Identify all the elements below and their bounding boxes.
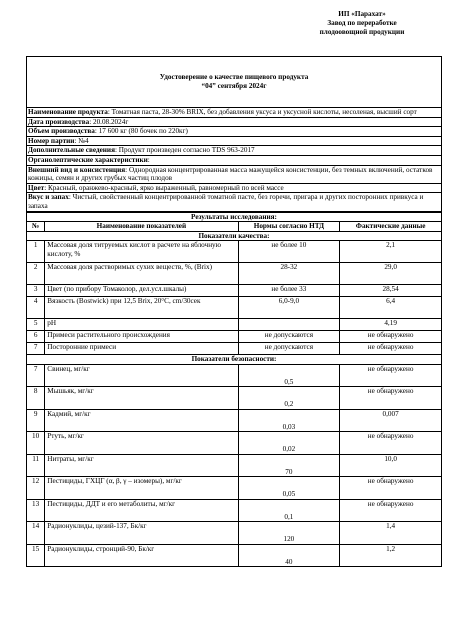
cell-fact: не обнаружено bbox=[340, 331, 442, 343]
cell-fact: 29,0 bbox=[340, 263, 442, 285]
cell-fact: не обнаружено bbox=[340, 499, 442, 522]
certificate-title-cell bbox=[27, 57, 442, 108]
cell-name: Кадмий, мг/кг bbox=[45, 409, 238, 432]
table-row bbox=[27, 499, 442, 522]
safety-rows bbox=[27, 364, 442, 567]
table-row bbox=[27, 454, 442, 477]
batch-label: Номер партии bbox=[28, 136, 75, 145]
quality-rows bbox=[27, 241, 442, 355]
table-row bbox=[27, 409, 442, 432]
product-name-label: Наименование продукта bbox=[28, 108, 108, 116]
certificate-title: Удостоверение о качестве пищевого продукта bbox=[159, 73, 309, 82]
cell-name: Цвет (по прибору Томаколор, дел.усл.шкалы) bbox=[45, 285, 238, 297]
cell-norm: не более 10 bbox=[238, 241, 340, 263]
cell-no: 10 bbox=[27, 432, 45, 455]
cell-fact: 2,1 bbox=[340, 241, 442, 263]
cell-no: 12 bbox=[27, 477, 45, 500]
cell-norm: 120 bbox=[238, 522, 340, 545]
cell-norm: 28-32 bbox=[238, 263, 340, 285]
cell-norm: 0,5 bbox=[238, 364, 340, 387]
cell-norm: 0,03 bbox=[238, 409, 340, 432]
table-row bbox=[27, 331, 442, 343]
table-row bbox=[27, 263, 442, 285]
cell-norm: 40 bbox=[238, 544, 340, 567]
results-table bbox=[26, 212, 442, 568]
production-date-row bbox=[27, 117, 442, 127]
cell-norm: 0,02 bbox=[238, 432, 340, 455]
cell-no: 9 bbox=[27, 409, 45, 432]
taste-value: : Чистый, свойственный концентрированной томатной пасте, без горечи, пригара и других посторонних привкуса и запаха bbox=[28, 193, 424, 210]
cell-fact: не обнаружено bbox=[340, 387, 442, 410]
cell-fact: не обнаружено bbox=[340, 432, 442, 455]
extra-info-row bbox=[27, 146, 442, 156]
column-header-fact: Фактические данные bbox=[340, 222, 442, 232]
table-row bbox=[27, 432, 442, 455]
product-name-row bbox=[27, 108, 442, 118]
organoleptic-colon: : bbox=[147, 155, 150, 164]
table-row bbox=[27, 477, 442, 500]
volume-value: : 17 600 кг (80 бочек по 220кг) bbox=[94, 127, 188, 136]
volume-row bbox=[27, 127, 442, 137]
safety-section-header: Показатели безопасности: bbox=[27, 355, 442, 365]
company-name: ИП «Парахат» bbox=[338, 10, 386, 18]
cell-fact: 28,54 bbox=[340, 285, 442, 297]
production-date-value: : 20.08.2024г bbox=[89, 117, 129, 126]
cell-fact: не обнаружено bbox=[340, 343, 442, 355]
cell-no: 11 bbox=[27, 454, 45, 477]
batch-row bbox=[27, 136, 442, 146]
cell-name: Свинец, мг/кг bbox=[45, 364, 238, 387]
cell-norm bbox=[238, 319, 340, 331]
cell-norm: 70 bbox=[238, 454, 340, 477]
product-name-value: : Томатная паста, 28-30% BRIX, без добавления уксуса и уксусной кислоты, несоленая, высший сорт bbox=[107, 108, 417, 116]
batch-value: : №4 bbox=[74, 136, 89, 145]
cell-no: 1 bbox=[27, 241, 45, 263]
cell-fact: не обнаружено bbox=[340, 477, 442, 500]
color-value: : Красный, оранжево-красный, ярко выраженный, равномерный по всей массе bbox=[44, 183, 284, 192]
cell-name: Нитраты, мг/кг bbox=[45, 454, 238, 477]
company-header bbox=[282, 10, 442, 37]
cell-no: 6 bbox=[27, 331, 45, 343]
cell-fact: 6,4 bbox=[340, 297, 442, 319]
cell-no: 7 bbox=[27, 343, 45, 355]
certificate-document bbox=[26, 56, 442, 567]
certificate-date: “04” сентября 2024г bbox=[201, 82, 267, 90]
extra-info-label: Дополнительные сведения bbox=[28, 146, 115, 155]
cell-no: 3 bbox=[27, 285, 45, 297]
cell-name: Пестициды, ГХЦГ (α, β, γ – изомеры), мг/кг bbox=[45, 477, 238, 500]
organoleptic-row bbox=[27, 155, 442, 165]
cell-name: Массовая доля титруемых кислот в расчете на яблочную кислоту, % bbox=[45, 241, 238, 263]
column-header-no: № bbox=[27, 222, 45, 232]
cell-name: Ртуть, мг/кг bbox=[45, 432, 238, 455]
cell-fact: 4,19 bbox=[340, 319, 442, 331]
quality-section-header: Показатели качества: bbox=[27, 231, 442, 241]
certificate-info-table bbox=[26, 56, 442, 212]
cell-norm: 0,1 bbox=[238, 499, 340, 522]
color-label: Цвет bbox=[28, 183, 45, 192]
cell-name: Вязкость (Bostwick) при 12,5 Brix, 20°С, cm/30сек bbox=[45, 297, 238, 319]
table-row bbox=[27, 387, 442, 410]
cell-norm: 0,2 bbox=[238, 387, 340, 410]
taste-row bbox=[27, 193, 442, 211]
cell-name: Массовая доля растворимых сухих веществ, %, (Brix) bbox=[45, 263, 238, 285]
company-subtitle-1: Завод по переработке bbox=[327, 19, 397, 27]
cell-name: Пестициды, ДДТ и его метаболиты, мг/кг bbox=[45, 499, 238, 522]
cell-norm: не допускаются bbox=[238, 343, 340, 355]
cell-name: Мышьяк, мг/кг bbox=[45, 387, 238, 410]
cell-name: pH bbox=[45, 319, 238, 331]
table-row bbox=[27, 241, 442, 263]
cell-fact: 1,4 bbox=[340, 522, 442, 545]
column-header-norm: Нормы согласно НТД bbox=[238, 222, 340, 232]
organoleptic-label: Органолептические характеристики bbox=[28, 155, 148, 164]
cell-fact: не обнаружено bbox=[340, 364, 442, 387]
cell-no: 14 bbox=[27, 522, 45, 545]
table-row bbox=[27, 343, 442, 355]
results-title: Результаты исследования: bbox=[27, 212, 442, 222]
taste-label: Вкус и запах bbox=[28, 193, 69, 202]
production-date-label: Дата производства bbox=[28, 117, 90, 126]
extra-info-value: : Продукт произведен согласно TDS 963-2017 bbox=[114, 146, 255, 155]
column-header-name: Наименование показателей bbox=[45, 222, 238, 232]
table-row bbox=[27, 544, 442, 567]
cell-norm: не допускаются bbox=[238, 331, 340, 343]
cell-no: 7 bbox=[27, 364, 45, 387]
color-row bbox=[27, 183, 442, 193]
cell-fact: 10,0 bbox=[340, 454, 442, 477]
cell-name: Радионуклиды, цезий-137, Бк/кг bbox=[45, 522, 238, 545]
cell-norm: 0,05 bbox=[238, 477, 340, 500]
cell-name: Радионуклиды, стронций-90, Бк/кг bbox=[45, 544, 238, 567]
company-subtitle-2: плодоовощной продукции bbox=[319, 28, 405, 36]
table-row bbox=[27, 364, 442, 387]
table-row bbox=[27, 522, 442, 545]
cell-fact: 1,2 bbox=[340, 544, 442, 567]
cell-norm: 6,0-9,0 bbox=[238, 297, 340, 319]
appearance-value: : Однородная концентрированная масса мажущейся консистенции, без темных включений, остатков кожицы, семян и других грубых частиц плодов bbox=[28, 165, 433, 183]
cell-no: 4 bbox=[27, 297, 45, 319]
appearance-label: Внешний вид и консистенция bbox=[28, 165, 126, 174]
cell-name: Примеси растительного происхождения bbox=[45, 331, 238, 343]
cell-name: Посторонние примеси bbox=[45, 343, 238, 355]
cell-norm: не более 33 bbox=[238, 285, 340, 297]
table-row bbox=[27, 297, 442, 319]
volume-label: Объем производства bbox=[28, 127, 95, 136]
cell-no: 13 bbox=[27, 499, 45, 522]
table-row bbox=[27, 285, 442, 297]
table-row bbox=[27, 319, 442, 331]
cell-no: 5 bbox=[27, 319, 45, 331]
cell-fact: 0,007 bbox=[340, 409, 442, 432]
cell-no: 15 bbox=[27, 544, 45, 567]
appearance-row bbox=[27, 165, 442, 183]
cell-no: 2 bbox=[27, 263, 45, 285]
cell-no: 8 bbox=[27, 387, 45, 410]
